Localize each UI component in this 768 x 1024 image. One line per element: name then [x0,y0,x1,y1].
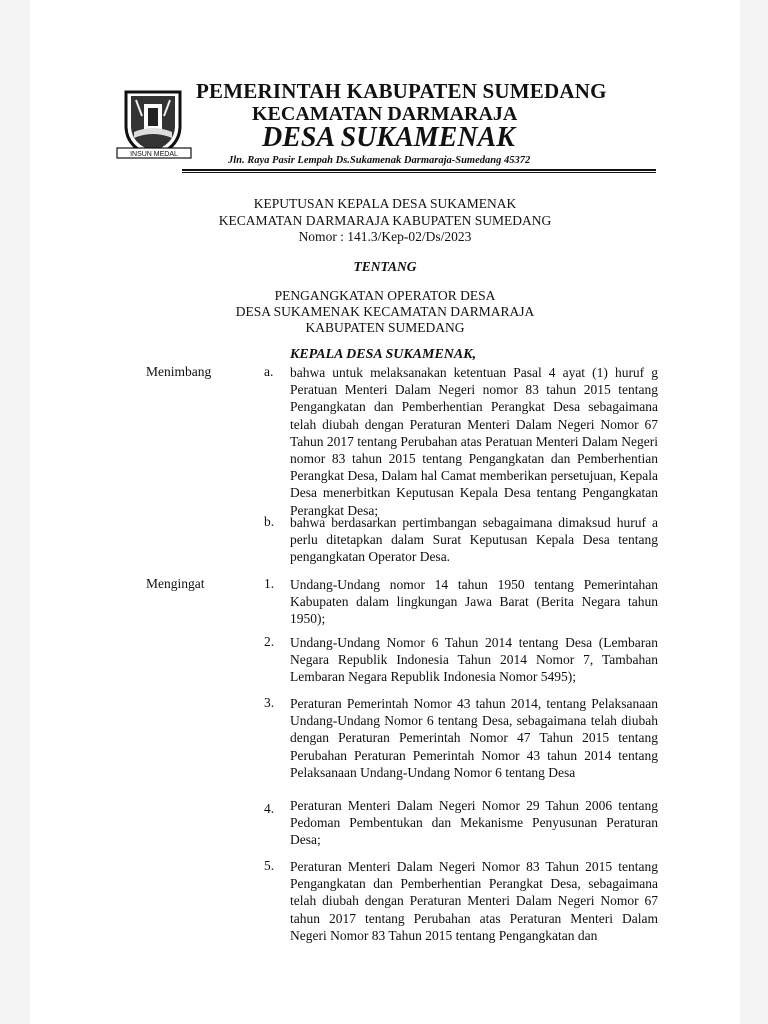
letterhead-government: PEMERINTAH KABUPATEN SUMEDANG [196,79,607,103]
mengingat-item-5: Peraturan Menteri Dalam Negeri Nomor 83 Tahun 2015 tentang Pengangkatan dan Pemberhentian Perangkat Desa, sebagaimana telah diubah dengan Peraturan Menteri Dalam Negeri Nomor 67 tahun 2017 tentang Perubahan atas Peraturan Menteri Dalam Negeri Nomor 83 Tahun 2015 tentang Pengangkatan dan [290,859,658,943]
decree-subject-1: PENGANGKATAN OPERATOR DESA [274,288,496,303]
letterhead-rule-thick [182,169,656,171]
letterhead-village: DESA SUKAMENAK [262,122,515,153]
mengingat-item-2: Undang-Undang Nomor 6 Tahun 2014 tentang Desa (Lembaran Negara Republik Indonesia Tahun 2014 Nomor 7, Tambahan Lembaran Negara Republik Indonesia Nomor 5495); [290,635,658,685]
mengingat-item-1: Undang-Undang nomor 14 tahun 1950 tentang Pemerintahan Kabupaten dalam lingkungan Jawa Barat (Berita Negara tahun 1950); [290,577,658,627]
mengingat-marker-1: 1. [264,576,275,591]
mengingat-marker-3: 3. [264,695,275,710]
menimbang-item-b: bahwa berdasarkan pertimbangan sebagaimana dimaksud huruf a perlu ditetapkan dalam Surat Keputusan Kepala Desa tentang pengangkatan Operator Desa. [290,515,658,565]
mengingat-marker-5: 5. [264,858,275,873]
section-label-menimbang: Menimbang [146,364,212,379]
letterhead-district: KECAMATAN DARMARAJA [252,103,518,125]
decree-title-2: KECAMATAN DARMARAJA KABUPATEN SUMEDANG [218,213,552,228]
decree-number: Nomor : 141.3/Kep-02/Ds/2023 [298,229,472,244]
decree-about: TENTANG [353,259,417,274]
mengingat-marker-2: 2. [264,634,275,649]
section-label-mengingat: Mengingat [146,576,205,591]
menimbang-item-a: bahwa untuk melaksanakan ketentuan Pasal 4 ayat (1) huruf g Peratuan Menteri Dalam Negeri nomor 83 tahun 2015 tentang Pengangkatan dan Pemberhentian Perangkat Desa sebagaimana telah diubah dengan Peraturan Menteri Dalam Negeri Nomor 67 Tahun 2017 tentang Perubahan atas Peratuan Menteri Dalam Negeri nomor 83 tahun 2015 tentang Pengangkatan dan Pemberhentian Perangkat Desa, Dalam hal Camat memberikan persetujuan, Kepala Desa menerbitkan Keputusan Kepala Desa tentang Pengangkatan Perangkat Desa; [290,365,658,518]
letterhead-address: Jln. Raya Pasir Lempah Ds.Sukamenak Darmaraja-Sumedang 45372 [228,155,531,166]
mengingat-marker-4: 4. [264,801,275,816]
logo-motto-ribbon [116,147,192,159]
letterhead-rule-thin [182,172,656,173]
logo-motto-text: INSUN MEDAL [130,151,178,158]
menimbang-marker-b: b. [264,514,275,529]
decree-title-1: KEPUTUSAN KEPALA DESA SUKAMENAK [253,196,517,211]
decree-subject-2: DESA SUKAMENAK KECAMATAN DARMARAJA [235,304,535,319]
decree-subject-3: KABUPATEN SUMEDANG [305,320,465,335]
mengingat-item-3: Peraturan Pemerintah Nomor 43 tahun 2014, tentang Pelaksanaan Undang-Undang Nomor 6 tentang Desa, sebagaimana telah diubah dengan Peraturan Pemerintah Nomor 47 Tahun 2015 tentang Perubahan Peraturan Pemerintah Nomor 43 tahun 2014 tentang Pelaksanaan Undang-Undang Nomor 6 tentang Desa [290,696,658,780]
menimbang-marker-a: a. [264,364,274,379]
mengingat-item-4: Peraturan Menteri Dalam Negeri Nomor 29 Tahun 2006 tentang Pedoman Pembentukan dan Mekanisme Penyusunan Peraturan Desa; [290,798,658,848]
decree-authority: KEPALA DESA SUKAMENAK, [290,347,477,362]
